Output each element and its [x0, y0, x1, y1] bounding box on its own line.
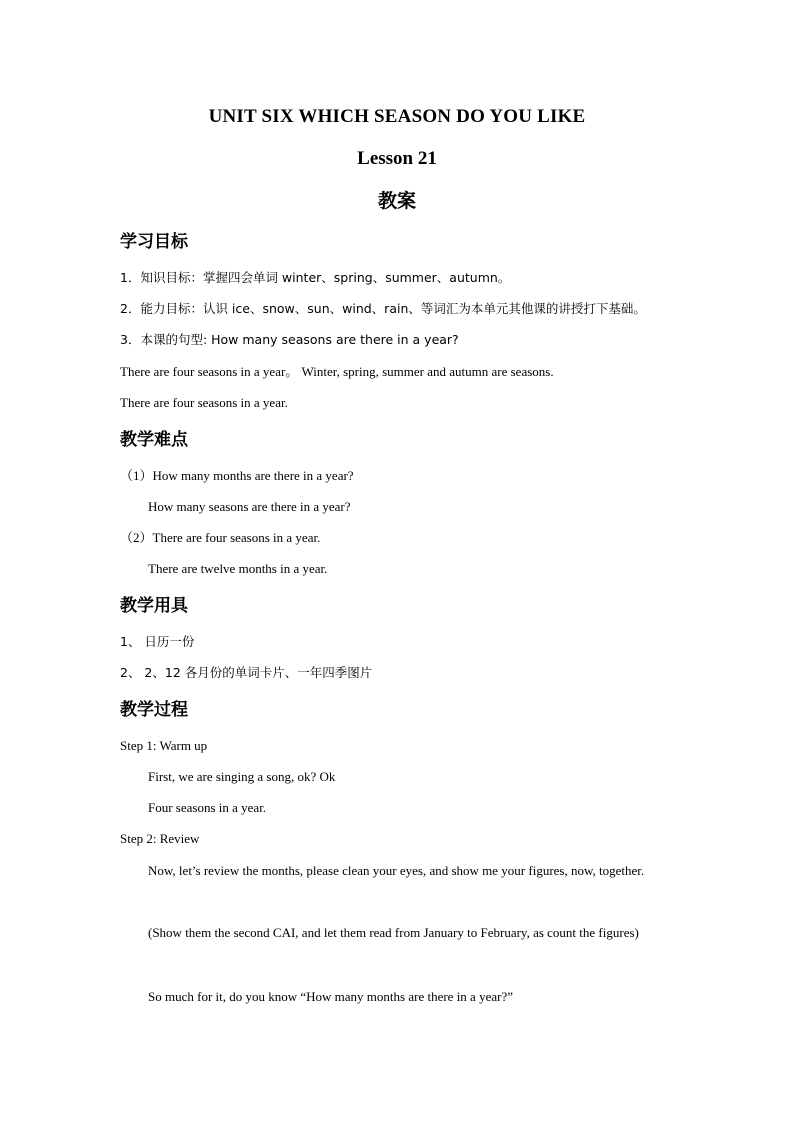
unit-title: UNIT SIX WHICH SEASON DO YOU LIKE: [208, 106, 586, 127]
materials-heading: 教学用具: [120, 596, 188, 616]
step2-paragraph-1: [120, 855, 675, 886]
material-item-1: 1、 日历一份: [120, 634, 195, 649]
step1-title: Step 1: Warm up: [120, 738, 208, 753]
step1-line-1: First, we are singing a song, ok? Ok: [148, 769, 336, 784]
difficulty-line-3: （2）There are four seasons in a year.: [120, 530, 321, 545]
step2-paragraph-1-text: Now, let’s review the months, please clean your eyes, and show me your figures, now, together.: [148, 863, 645, 878]
material-item-2: 2、 2、12 各月份的单词卡片、一年四季图片: [120, 665, 373, 680]
objectives-heading: 学习目标: [120, 232, 188, 252]
objective-item-3: 3．本课的句型: How many seasons are there in a year?: [120, 332, 459, 347]
objective-example-line-2: There are four seasons in a year.: [120, 395, 288, 410]
step2-title: Step 2: Review: [120, 831, 200, 846]
difficulty-line-1: （1）How many months are there in a year?: [120, 468, 354, 483]
lesson-title: Lesson 21: [357, 148, 437, 169]
objective-example-line-1: There are four seasons in a year。 Winter, spring, summer and autumn are seasons.: [120, 364, 554, 379]
step2-paragraph-2: [120, 917, 675, 948]
objective-item-2: 2．能力目标：认识 ice、snow、sun、wind、rain、等词汇为本单元其他课的讲授打下基础。: [120, 301, 646, 316]
step2-last-line: So much for it, do you know “How many months are there in a year?”: [148, 989, 513, 1004]
difficulty-line-4: There are twelve months in a year.: [148, 561, 328, 576]
lesson-plan-subtitle: 教案: [377, 190, 416, 212]
process-heading: 教学过程: [120, 700, 188, 720]
difficulties-heading: 教学难点: [120, 430, 188, 450]
difficulty-line-2: How many seasons are there in a year?: [148, 499, 351, 514]
objective-item-1: 1．知识目标：掌握四会单词 winter、spring、summer、autumn。: [120, 270, 511, 285]
step1-line-2: Four seasons in a year.: [148, 800, 267, 815]
step2-paragraph-2-text: (Show them the second CAI, and let them read from January to February, as count the figures): [148, 925, 639, 940]
